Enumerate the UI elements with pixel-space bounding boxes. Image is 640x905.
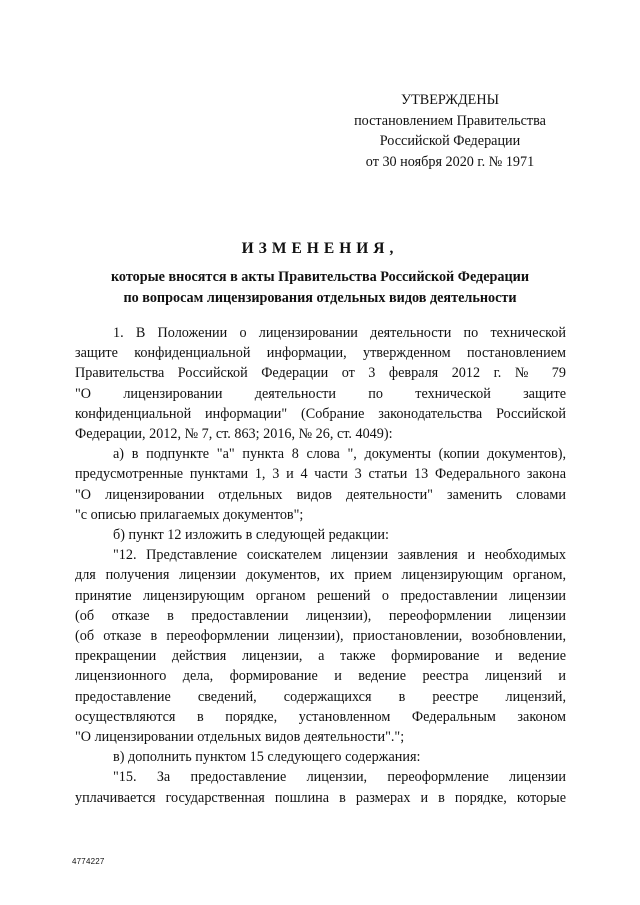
body-line: "О лицензировании отдельных видов деятельности"."; <box>75 729 405 746</box>
body-line: "О лицензировании деятельности по технической защите <box>75 385 566 402</box>
body-line: принятие лицензирующим органом решений о предоставлении лицензии <box>75 587 566 604</box>
body-line: лицензионного дела, формирование и ведение реестра лицензий и <box>75 668 566 685</box>
body-line: (об отказе в предоставлении лицензии), переоформлении лицензии <box>75 607 566 624</box>
approval-line: Российской Федерации <box>379 133 521 149</box>
body-line: конфиденциальной информации" (Собрание законодательства Российской <box>75 405 566 422</box>
body-line: (об отказе в переоформлении лицензии), приостановлении, возобновлении, <box>75 628 566 645</box>
body-line: защите конфиденциальной информации, утвержденном постановлением <box>75 345 566 362</box>
body-line: "с описью прилагаемых документов"; <box>75 506 304 523</box>
body-line: "15. За предоставление лицензии, переоформление лицензии <box>113 769 566 786</box>
body-line: предоставление сведений, содержащихся в реестре лицензий, <box>75 688 566 705</box>
body-line: "12. Представление соискателем лицензии заявления и необходимых <box>113 547 566 564</box>
document-subheading <box>40 267 600 308</box>
document-code: 4774227 <box>72 857 105 866</box>
body-line: Федерации, 2012, № 7, ст. 863; 2016, № 26, ст. 4049): <box>75 426 393 443</box>
approval-line: постановлением Правительства <box>354 112 546 129</box>
subheading-line: которые вносятся в акты Правительства Российской Федерации <box>110 269 530 285</box>
document-title-block <box>40 238 600 308</box>
body-line: для получения лицензии документов, их прием лицензирующим органом, <box>75 567 566 584</box>
body-line: прекращении действия лицензии, а также формирование и ведение <box>75 648 566 665</box>
body-line: предусмотренные пунктами 1, 3 и 4 части 3 статьи 13 Федерального закона <box>75 466 566 483</box>
approval-title: УТВЕРЖДЕНЫ <box>401 92 499 108</box>
body-line: уплачивается государственная пошлина в размерах и в порядке, которые <box>75 789 566 806</box>
body-line: в) дополнить пунктом 15 следующего содержания: <box>113 749 421 766</box>
approval-date-line: от 30 ноября 2020 г. № 1971 <box>365 153 535 170</box>
body-line: а) в подпункте "а" пункта 8 слова ", документы (копии документов), <box>113 446 566 463</box>
approval-block <box>330 90 570 172</box>
body-line: осуществляются в порядке, установленном Федеральным законом <box>75 708 566 725</box>
document-heading: ИЗМЕНЕНИЯ, <box>241 240 399 257</box>
body-line: "О лицензировании отдельных видов деятельности" заменить словами <box>75 486 566 503</box>
body-line: Правительства Российской Федерации от 3 февраля 2012 г. № 79 <box>75 365 566 382</box>
body-line: 1. В Положении о лицензировании деятельности по технической <box>113 325 566 341</box>
body-line: б) пункт 12 изложить в следующей редакции: <box>113 527 389 544</box>
document-body <box>75 323 566 808</box>
subheading-line: по вопросам лицензирования отдельных видов деятельности <box>123 289 517 306</box>
